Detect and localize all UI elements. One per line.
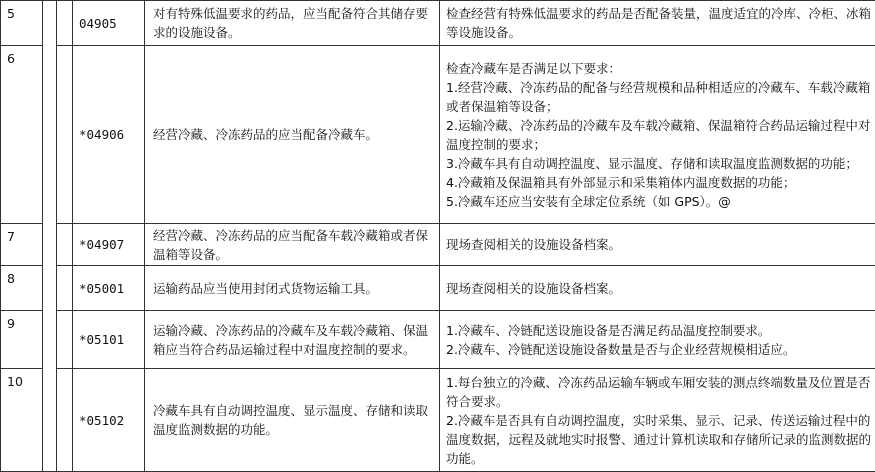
blank-cell: [57, 46, 73, 224]
item-content: 经营冷藏、冷冻药品的应当配备冷藏车。: [145, 46, 440, 224]
item-content: 经营冷藏、冷冻药品的应当配备车载冷藏箱或者保温箱等设备。: [145, 224, 440, 266]
table-row: [1, 311, 875, 369]
method-line: 现场查阅相关的设施设备档案。: [446, 235, 871, 254]
method-line: 2.冷藏车是否具有自动调控温度，实时采集、显示、记录、传送运输过程中的温度数据，远程及就地实时报警、通过计算机读取和存储所记录的监测数据的功能。: [446, 411, 871, 468]
table-row: [1, 224, 875, 266]
method-line: 4.冷藏箱及保温箱具有外部显示和采集箱体内温度数据的功能；: [446, 173, 871, 192]
item-code: *05101: [73, 311, 145, 369]
method-line: 1.每台独立的冷藏、冷冻药品运输车辆或车厢安装的测点终端数量及位置是否符合要求。: [446, 373, 871, 411]
method-line: 2.运输冷藏、冷冻药品的冷藏车及车载冷藏箱、保温箱符合药品运输过程中对温度控制的要求；: [446, 116, 871, 154]
blank-cell: [57, 369, 73, 472]
method-line: 5.冷藏车还应当安装有全球定位系统（如 GPS）。@: [446, 192, 871, 211]
method-line: 检查经营有特殊低温要求的药品是否配备装量，温度适宜的冷库、冷柜、冰箱等设施设备。: [446, 4, 871, 42]
blank-cell: [57, 266, 73, 311]
item-code: *04906: [73, 46, 145, 224]
method-line: 检查冷藏车是否满足以下要求：: [446, 59, 871, 78]
table-row: [1, 369, 875, 472]
table-row: [1, 46, 875, 224]
row-number: 10: [1, 369, 43, 472]
blank-cell: [57, 311, 73, 369]
row-number: 9: [1, 311, 43, 369]
inspection-method: [440, 311, 875, 369]
method-line: 1.经营冷藏、冷冻药品的配备与经营规模和品种相适应的冷藏车、车载冷藏箱或者保温箱等设备；: [446, 78, 871, 116]
table-row: [1, 266, 875, 311]
method-line: 现场查阅相关的设施设备档案。: [446, 279, 871, 298]
row-number: 7: [1, 224, 43, 266]
item-code: *05102: [73, 369, 145, 472]
item-content: 运输药品应当使用封闭式货物运输工具。: [145, 266, 440, 311]
table-row: [1, 1, 875, 46]
inspection-method: [440, 1, 875, 46]
item-code: *05001: [73, 266, 145, 311]
method-line: 2.冷藏车、冷链配送设施设备数量是否与企业经营规模相适应。: [446, 340, 871, 359]
blank-cell: [57, 1, 73, 46]
item-code: 04905: [73, 1, 145, 46]
inspection-method: [440, 224, 875, 266]
blank-cell: [57, 224, 73, 266]
blank-cell: [43, 1, 57, 472]
row-number: 5: [1, 1, 43, 46]
inspection-method: [440, 46, 875, 224]
item-code: *04907: [73, 224, 145, 266]
item-content: 运输冷藏、冷冻药品的冷藏车及车载冷藏箱、保温箱应当符合药品运输过程中对温度控制的要求。: [145, 311, 440, 369]
item-content: 对有特殊低温要求的药品，应当配备符合其储存要求的设施设备。: [145, 1, 440, 46]
inspection-method: [440, 369, 875, 472]
method-line: 1.冷藏车、冷链配送设施设备是否满足药品温度控制要求。: [446, 321, 871, 340]
row-number: 8: [1, 266, 43, 311]
item-content: 冷藏车具有自动调控温度、显示温度、存储和读取温度监测数据的功能。: [145, 369, 440, 472]
method-line: 3.冷藏车具有自动调控温度、显示温度、存储和读取温度监测数据的功能；: [446, 154, 871, 173]
inspection-method: [440, 266, 875, 311]
row-number: 6: [1, 46, 43, 224]
